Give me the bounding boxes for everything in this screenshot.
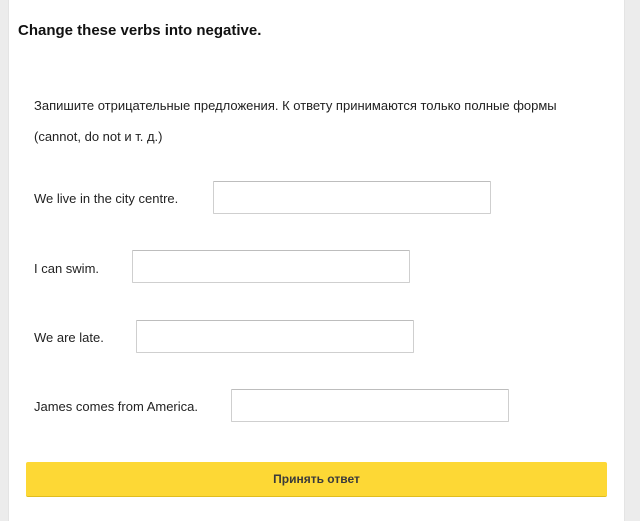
instructions-line-2: (cannot, do not и т. д.) <box>34 129 163 144</box>
exercise-title: Change these verbs into negative. <box>18 22 262 39</box>
question-2-prompt: I can swim. <box>34 261 100 276</box>
question-4-prompt: James comes from America. <box>34 399 198 414</box>
instructions-line-1: Запишите отрицательные предложения. К ответу принимаются только полные формы <box>34 98 557 113</box>
question-3-answer-input[interactable] <box>136 320 414 353</box>
exercise-instructions <box>34 90 609 152</box>
question-1-prompt: We live in the city centre. <box>34 191 179 206</box>
question-4-answer-input[interactable] <box>231 389 509 422</box>
submit-answer-button[interactable]: Принять ответ <box>26 462 607 497</box>
question-1-answer-input[interactable] <box>213 181 491 214</box>
exercise-card <box>8 0 625 521</box>
question-3-prompt: We are late. <box>34 330 104 345</box>
question-2-answer-input[interactable] <box>132 250 410 283</box>
